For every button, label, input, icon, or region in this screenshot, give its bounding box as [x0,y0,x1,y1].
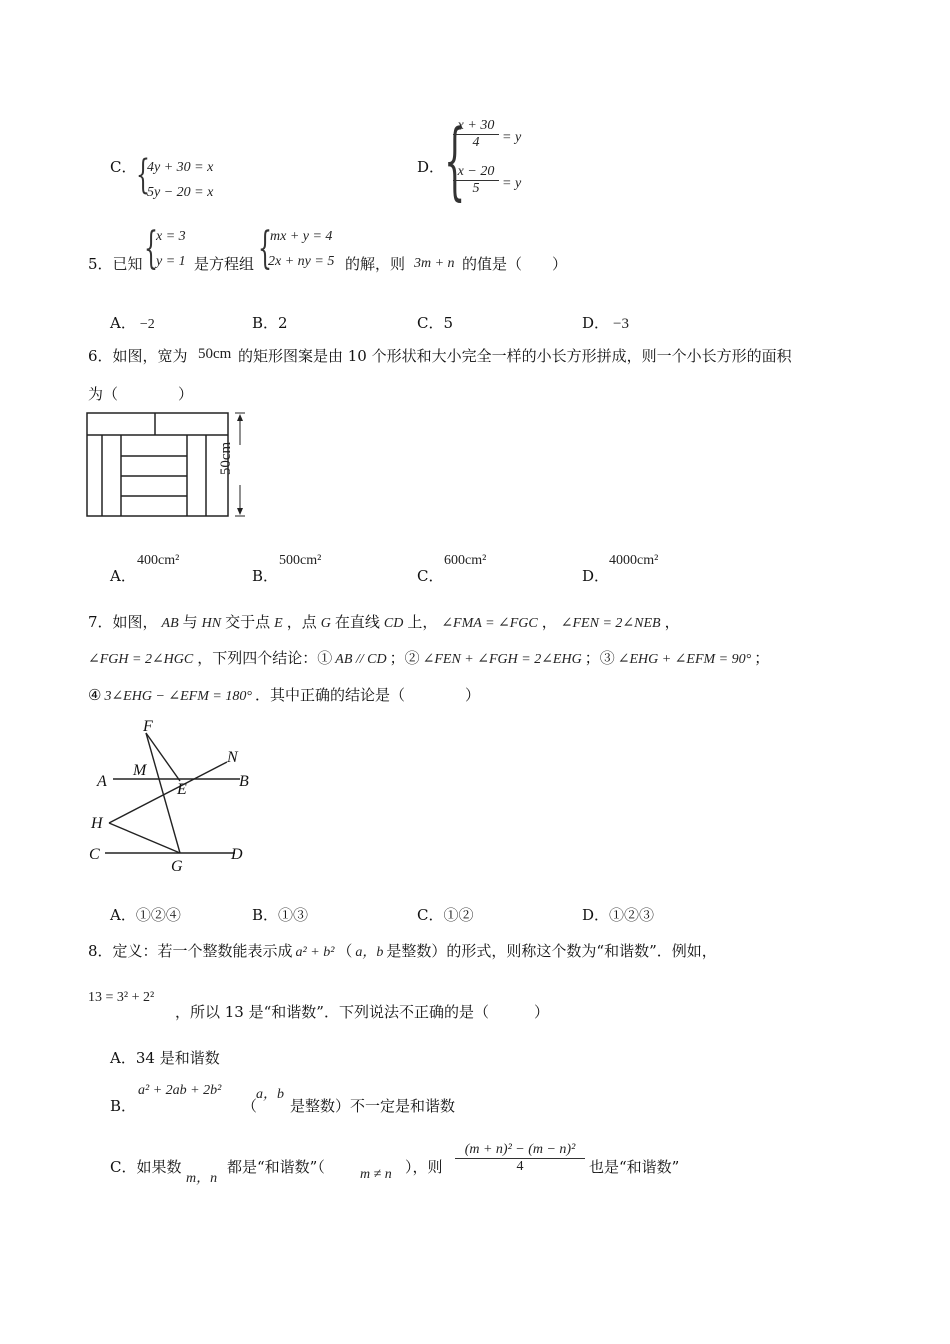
q4-option-d-brace: { [444,111,466,209]
q6-option-c-value: 600cm² [444,553,487,568]
q4-option-c-label[interactable]: C． [110,158,137,176]
q8-line2: ，所以 13 是“和谐数”．下列说法不正确的是（ ） [175,1003,549,1021]
q4-option-d-frac1 [453,118,499,151]
q6-line1-start: 6．如图，宽为 [88,347,188,365]
q7-option-d-label: D． [582,906,610,924]
q8-option-c[interactable]: C．如果数 [110,1158,182,1176]
q7-text-l: ．其中正确的结论是（ ） [254,686,480,704]
q7-line2 [88,648,769,670]
q6-option-d[interactable]: D． [582,567,610,585]
label-f: F [143,718,153,735]
q7-option-b-value: ①③ [278,906,309,924]
label-d: D [231,846,243,863]
q5-prefix: 5．已知 [88,255,143,273]
q5-solution-brace: { [144,223,158,274]
q7-option-c-label: C． [417,906,444,924]
q4-option-d-den2: 5 [472,181,480,196]
q7-condition-2: ∠FEN = 2∠NEB [560,616,661,631]
q7-text-c: 交于点 [225,613,271,631]
q7-comma-1: ， [541,613,557,631]
q5-option-c-label: C． [417,314,444,332]
label-n: N [227,749,238,766]
label-h: H [91,815,103,832]
q4-option-d-den1: 4 [472,135,480,150]
q7-option-a-value: ①②④ [135,906,181,924]
q8-option-b-ab: a，b [256,1087,284,1102]
q4-option-d-label[interactable]: D． [417,158,445,176]
line-hn [109,762,227,823]
q5-mid: 是方程组 [194,255,255,273]
q6-option-b-value: 500cm² [279,553,322,568]
q8-ab: a，b [355,945,384,960]
label-g: G [171,858,183,875]
q8-text-c: 是整数）的形式，则称这个数为“和谐数”．例如， [386,942,717,960]
q7-option-b-label: B． [252,906,279,924]
q8-option-a[interactable]: A．34 是和谐数 [110,1049,220,1067]
q5-option-b-label: B． [252,314,279,332]
q4-option-d-num2: x − 20 [453,164,499,181]
q8-option-c-tail: 也是“和谐数” [589,1158,680,1176]
q7-option-c[interactable] [417,905,474,925]
q6-option-a-value: 400cm² [137,553,180,568]
q5-option-c-value: 5 [443,314,454,332]
q7-result-4: 3∠EHG − ∠EFM = 180° [104,689,252,704]
q8-option-b[interactable]: B． [110,1097,137,1115]
q6-line1-end: 的矩形图案是由 10 个形状和大小完全一样的小长方形拼成，则一个小长方形的面积 [238,347,792,365]
q5-option-a-value: −2 [139,317,155,332]
q7-result-2: ∠FEN + ∠FGH = 2∠EHG [422,652,582,667]
q7-text-f: 上， [407,613,438,631]
q7-ab: AB [161,616,179,631]
q4-option-c-eq2: 5y − 20 = x [147,185,214,200]
q8-option-c-mn: m，n [186,1171,218,1186]
q5-system-brace: { [258,223,272,274]
segment-fe [146,733,180,781]
q8-option-b-paren: （ [242,1097,258,1115]
q7-text-k: ④ [88,686,102,704]
q7-text-i: ；③ [584,649,615,667]
q4-option-c-eq1: 4y + 30 = x [147,160,214,175]
q7-condition-1: ∠FMA = ∠FGC [441,616,538,631]
q6-option-b[interactable]: B． [252,567,279,585]
q4-option-c-brace: { [136,152,150,198]
q7-line3 [88,685,480,707]
q7-comma-2: ， [664,613,680,631]
q7-option-a-label: A． [110,906,136,924]
q8-text-a: 8．定义：若一个整数能表示成 [88,942,293,960]
q8-option-c-fraction [455,1142,585,1175]
q7-text-j: ； [754,649,770,667]
q7-option-a[interactable] [110,905,181,925]
q8-option-b-tail: 是整数）不一定是和谐数 [290,1097,456,1115]
segment-fg [146,733,180,853]
q8-text-b: （ [337,942,353,960]
q6-option-d-value: 4000cm² [609,553,659,568]
q7-geometry-figure [85,715,255,875]
q6-figure-label: 50cm [218,441,235,476]
q5-option-b-value: 2 [278,314,288,332]
q5-option-c[interactable] [417,313,453,333]
q7-text-g: ，下列四个结论：① [197,649,333,667]
q5-suffix: 的解，则 [345,255,406,273]
q5-solution-y: y = 1 [156,254,186,269]
q8-option-c-denominator: 4 [516,1159,524,1174]
q8-option-b-expr: a² + 2ab + 2b² [138,1083,222,1098]
q8-example: 13 = 3² + 2² [88,990,155,1005]
q8-option-c-neq: m ≠ n [360,1167,392,1182]
q4-option-d-rhs2: = y [502,176,522,191]
q6-width-value: 50cm [198,346,232,362]
q5-option-d-value: −3 [613,316,629,332]
q8-option-c-numerator: (m + n)² − (m − n)² [455,1142,585,1159]
q6-option-c[interactable]: C． [417,567,444,585]
q4-option-d-frac2 [453,164,499,197]
q5-option-d-label: D． [582,314,610,332]
q5-expression: 3m + n [414,256,455,271]
label-m: M [133,762,147,779]
q4-option-d-num1: x + 30 [453,118,499,135]
q5-option-a[interactable] [110,313,155,335]
q6-option-a[interactable]: A． [110,567,136,585]
q5-option-d[interactable] [582,313,629,334]
q5-option-b[interactable] [252,313,288,333]
q8-form: a² + b² [295,945,335,960]
q7-condition-3: ∠FGH = 2∠HGC [88,652,194,667]
q7-text-b: 与 [182,613,198,631]
q7-result-1: AB // CD [335,652,387,667]
q7-line1 [88,612,680,634]
q7-text-e: 在直线 [334,613,380,631]
q7-option-d[interactable] [582,905,654,925]
q8-option-c-then: ），则 [405,1158,443,1176]
label-a: A [97,773,107,790]
q7-option-d-value: ①②③ [609,906,655,924]
q7-option-c-value: ①② [443,906,474,924]
q7-text-d: ，点 [286,613,317,631]
q7-text-h: ；② [389,649,420,667]
q5-system-eq1: mx + y = 4 [270,229,333,244]
q5-solution-x: x = 3 [156,229,186,244]
label-b: B [239,773,249,790]
q7-hn: HN [201,616,222,631]
segment-hg [109,823,180,853]
q4-option-d-rhs1: = y [502,130,522,145]
q5-option-a-label: A． [110,314,136,332]
q8-line1 [88,941,717,963]
label-c: C [89,846,100,863]
q7-text-a: 7．如图， [88,613,158,631]
q7-cd: CD [383,616,404,631]
q7-g: G [320,616,331,631]
q7-e: E [274,616,283,631]
q5-system-eq2: 2x + ny = 5 [268,254,335,269]
q7-option-b[interactable] [252,905,308,925]
q8-option-c-mid: 都是“和谐数”（ [227,1158,325,1176]
label-e: E [177,781,187,798]
q6-line2: 为（ ） [88,385,194,403]
q7-result-3: ∠EHG + ∠EFM = 90° [617,652,752,667]
q5-end: 的值是（ ） [462,255,568,273]
